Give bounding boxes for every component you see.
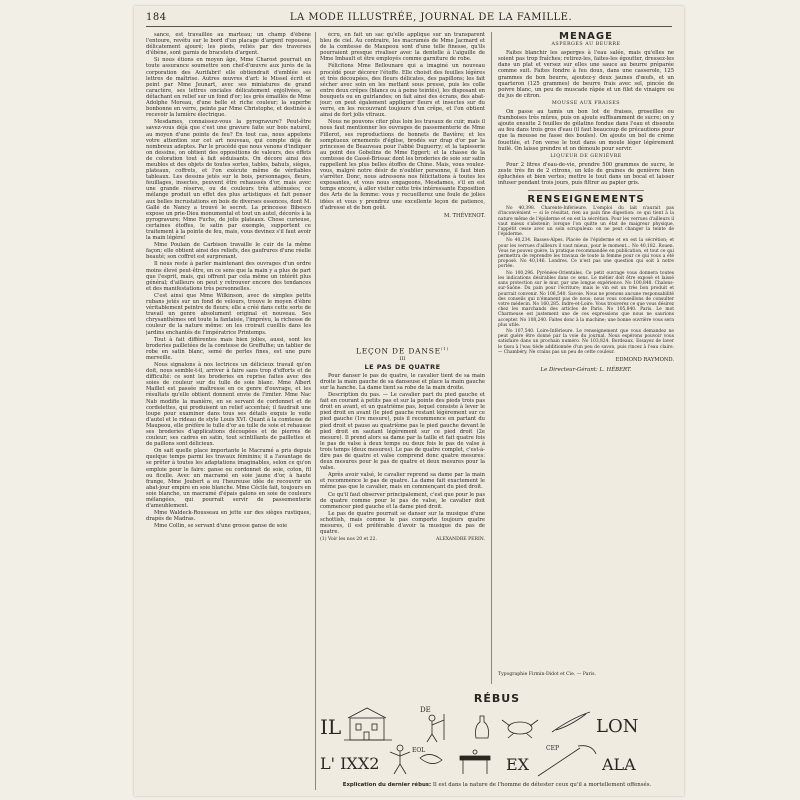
paragraph: No 100,296. Pyrénées-Orientales. Ce petit ouvrage vous donnera toutes les indications désirables dans ce sens. Le métier doit être exposé et laissé sans protection sur le mur, par une longue expérience. No 100,848. Chalons-sur-Saône. Du pain pour l'écriture; mais le vin est un très bon produit et pourrait convenir. No 106,540. Savoie. Nous ne prenons aucune responsabilité des conseils qui n'émanent pas de nous; nous vous conseillons de consulter votre médecin. No 160,285. Indre-et-Loire. Vous trouverez ce que vous désirez chez les marchands des articles de Paris. No 105,840. Paris. Le mot Charmeuse est justement une de ces expressions que nous ne saurions accepter. No 108,240. Faites donc à la machine; une bonne ouvrière vous sera plus utile. (498, 270, 674, 328)
paragraph: écru, en fait un sac qu'elle applique sur un transparent bleu de ciel. Au contraire, les macramés de Mme Jacmard et de la comtesse de Maupeou sont d'une telle finesse, qu'ils pourraient presque rivaliser avec la dentelle à l'aiguille de Mme Imbault et être employés comme garniture de robe. (320, 32, 485, 63)
paragraph: Il nous reste à parler maintenant des ouvrages d'un ordre moins élevé peut-être, en ce sens que la main y a plus de part que l'esprit, mais, qui offrent par cela même un intérêt plus général; d'ailleurs on peut y retrouver encore des tendances et des manifestations très personnelles. (146, 261, 311, 292)
paragraph: On sait quelle place importante le Macramé a pris depuis quelque temps parmi les travaux féminins; il a l'avantage de se prêter à toutes les adaptations imaginables, selon ce qu'on emploie pour le faire: ganse ou cordonnet de soie, coton, fil ou ficelle. Avec un macramé en soie jaune d'or, à haute frange, Mme Joubert a eu l'heureuse idée de recouvrir un abat-jour empire en soie blanche. Mme Cécile fait, toujours en soie blanche, un macramé d'épais galons en soie de couleurs mélangées, qui pourrait servir de passementerie d'ameublement. (146, 448, 311, 510)
paragraph: Pour 2 litres d'eau-de-vie, prendre 500 grammes de sucre, le zeste très fin de 2 citrons, un kilo de graines de genièvre bien épluchées et bien vertes; mettre le tout dans un bocal et laisser infuser pendant trois jours, puis filtrer au papier gris. (498, 161, 674, 187)
article-signature: M. THÉVENOT. (443, 212, 485, 219)
paragraph: Ce qu'il faut observer principalement, c'est que pour le pas de quatre comme pour le pas de valse, le cavalier doit commencer pied gauche et la dame pied droit. (320, 491, 485, 510)
column-divider (491, 32, 492, 684)
rebus-letters-ixx2: L' IXX2 (320, 754, 380, 773)
rebus-letters-eol: EOL (412, 747, 426, 754)
dance-lesson-article (320, 346, 485, 686)
column-left (146, 32, 311, 790)
rebus-letters-ex: EX (506, 755, 530, 774)
dance-lesson-footer (320, 537, 485, 543)
paragraph: No 40,398. Charente-Inférieure. L'emploi du lait n'aurait pas d'inconvénient — si le résultat, rien au pain fine digestion: ce qui tient à la nature même de l'épiderme et en est la sécrétion. Pour les verrues d'ailleurs il vaut mieux s'abstenir; lorsque l'on quitte un état de maigreur physique, l'appétit cesse avec un soin scrupuleux: on ne peut changer la teinte de l'épiderme. (498, 206, 674, 238)
journal-page (134, 6, 684, 796)
rebus-letters-il: IL (320, 715, 342, 739)
rebus-answer (320, 782, 674, 789)
paragraph: Faites blanchir les asperges à l'eau salée, mais qu'elles ne soient pas trop fraîches; retirez-les, faites-les égoutter, dressez-les dans un plat et versez sur elles une sauce au beurre préparée comme suit. Faites fondre à feu doux, dans une casserole, 125 grammes de bon beurre, ajoutez-y deux jaunes d'œufs, et un quarteron (125 grammes) de beurre frais avec sel, pincée de poivre blanc, un peu de muscade râpée et un filet de vinaigre ou du jus de citron. (498, 50, 674, 99)
paragraph: Nous ne pouvons citer plus loin les travaux de cuir, mais il nous faut mentionner les ouvrages de passementerie de Mme Fillerot, ses reproductions de bonnets de Bavière; et les somptueux ornements d'église, brodés sur drap d'or par la princesse de Beauveau pour l'abbé Duguerry; et la tapisserie au point des Gobelins de Mme Eggert; et la chasse de la comtesse de Cassé-Brissac dont les broderies de soie sur satin rappellent les plus belles étoffes de Chine. Mais, vous voulez-vous, malgré notre désir de n'oublier personne, il faut bien s'arrêter. Donc, nous adressons nos félicitations à toutes les exposantes, et vous nous engageons, Mesdames, s'il en est temps encore, à aller visiter cette très intéressante Exposition des Arts de la femme: vous y recueillerez une foule de jolies idées et vous y prendrez une excellente leçon de patience, d'adresse et de bon goût. (320, 119, 485, 211)
rebus-letters-ala: ALA (602, 755, 636, 774)
house-drawing (344, 708, 392, 740)
paragraph: Après avoir valsé, le cavalier reprend sa dame par la main et recommence le pas de quatre. La dame fait exactement le même pas que le cavalier, mais en commençant du pied droit. (320, 472, 485, 491)
insect-drawing (502, 720, 538, 738)
director-line: Le Directeur-Gérant: L. HÉBERT. (540, 367, 632, 374)
paragraph: Si nous étions en moyen âge, Mme Charost pourrait en toute assurance soumettre son chef-d'œuvre aux jurés de la corporation des Aurifabri! elle obtiendrait d'emblée ses lettres de maîtrise. Autres œuvres d'art: le Missel écrit et peint par Mme Jeunart, avec ses miniatures de grand caractère, ses lettres onciales délicatement enjolivées, se détachant en relief sur un fond d'or; les grès émaillés de Mme Adolphe Moreau, d'une belle et riche couleur; la superbe bonbonne en verre, peinte par Mme Christophe, et destinée à recevoir la lumière électrique. (146, 57, 311, 119)
footnote-mark: (1) (440, 346, 450, 351)
recipe-title: MOUSSE AUX FRAISES (551, 100, 621, 106)
rebus-answer-label: Explication du dernier rébus: (342, 782, 432, 788)
paragraph: Mesdames, connaissez-vous la pyrogravure? Peut-être savez-vous déjà que c'est une gravure faite sur bois naturel, au moyen d'une pointe de feu? En tout cas, nous appelons votre attention sur cet art nouveau, qui compte déjà de nombreux adeptes. Par le procédé que nous venons d'indiquer on dessine, on obtient des oppositions de valeurs, des effets de coloration tout à fait séduisants. On décore ainsi des meubles et des objets de toutes sortes, tables, bahuts, sièges, plateaux, coffrets, et l'on exécute même de véritables tableaux. Les dessins jetés sur le bois, personnages, fleurs, feuillages, insectes, peuvent être rehaussés d'or, mais avec une grande réserve, ou de couleurs très atténuées; ce mélange produit un effet des plus artistiques et fait penser aux belles incrustations en bois de diverses essences, dont M. Gallé de Nancy a trouvé le secret. La princesse Bibesco expose un prie-Dieu monumental et tout un autel, décorés à la pyrogravure; Mme Fuchs, de jolis plateaux. Chose curieuse, certaines étoffes, le satin par exemple, supportent ce traitement à la pointe de feu, mais, vous devinez s'il faut avoir la main légère! (146, 119, 311, 242)
paragraph: No 107,540. Loire-Inférieure. Le renseignement que vous demandez ne peut guère être donné par la voie du journal. Nous espérons pouvoir vous satisfaire dans un prochain numéro. No 103,824. Bordeaux. Essayez de laver le tissu à l'eau tiède additionnée d'un peu de savon, puis rincez à l'eau claire. — Chambéry. Ne crains pas un peu de cette couleur. (498, 328, 674, 355)
journal-title: LA MODE ILLUSTRÉE, JOURNAL DE LA FAMILLE. (289, 12, 573, 23)
paragraph: Pour danser le pas de quatre, le cavalier tient de sa main droite la main gauche de sa danseuse et place la main gauche sur la hanche. La dame tient sa robe de la main droite. (320, 372, 485, 391)
page-number: 184 (146, 12, 167, 23)
author: ALEXANDRE PERIN. (435, 537, 485, 543)
paragraph: Mme Poulain de Carbison travaille le cuir de la même façon; elle obtient ainsi des reliefs, des gaufrures d'une réelle beauté; son coffret est surprenant. (146, 242, 311, 261)
paragraph: Nous signalons à nos lectrices un délicieux travail qu'on doit, nous semble-t-il, arriver à faire sans trop d'efforts et de difficulté: ce sont les broderies en reprise faites avec des soies de couleur sur du tulle de soie blanc. Mme Albert Maillet est passée maîtresse en ce genre d'ouvrage, et les résultats qu'elle obtient donnent envie de l'imiter. Mme Nac Nab modifie la manière, en se servant de cordonnet et de cordelettes, qui produisent un relief accentué; il faudrait une loupe pour examiner dans tous ses détails exquis le voile d'autel et le rideau de style Louis XVI. Quant à la comtesse de Maupeou, elle préfère le tulle d'or au tulle de soie et rehausse ses broderies d'applications découpées et de pierres de couleur; ses cadres en satin, tout scintillants de paillettes et de paillons sont délicieux. (146, 361, 311, 448)
footnote: (1) Voir les nos 20 et 22. (320, 537, 377, 543)
rebus-letters-de: DE (420, 706, 431, 714)
feather-drawing (552, 712, 590, 732)
table-drawing (460, 750, 490, 774)
paragraph: Félicitons Mme Bellounare qui a imaginé un nouveau procédé pour décorer l'étoffe. Elle choisit des feuilles légères et très découpées, des fleurs délicates, des papillons; les fait sécher avec soin en les mettant sous presse, puis les colle entre deux crêpes (blancs ou à peine teintés), les disposant en bouquets ou en guirlandes; on fait ainsi des écrans, des abat-jour; on peut également appliquer fleurs et insectes sur du verre, en les recouvrant toujours d'un crêpe, et l'on obtient ainsi de fort jolis vitraux. (320, 63, 485, 119)
man-with-sign-drawing (427, 714, 444, 742)
paragraph: Mme Waldeck-Rousseau en jette sur des sièges rustiques, drapés de Madras. (146, 510, 311, 523)
section-title-renseignements: RENSEIGNEMENTS (527, 194, 645, 206)
paragraph: Le pas de quatre pourrait se danser sur la musique d'une schottish, mais comme le pas comporte toujours quatre mesures, il est préférable d'avoir la musique du pas de quatre. (320, 510, 485, 536)
rebus-letters-lon: LON (596, 716, 639, 737)
dance-lesson-number: III (399, 355, 406, 362)
recipe-title: LIQUEUR DE GENIÈVRE (550, 153, 622, 159)
paragraph: On passe au tamis un bon lot de fraises, groseilles ou framboises très mûres, puis on ajoute suffisamment de sucre; on y ajoute ensuite 2 feuilles de gélatine fondue dans l'eau et dissoute au feu dans trois gros d'eau (il faut beaucoup de précautions pour que la mousse ne fasse des boules). On ajoute un bol de crème fouettée, et l'on verse le tout dans un moule léger légèrement huilé. On laisse prendre et on démoule pour servir. (498, 109, 674, 152)
rebus-answer-text: Il est dans la nature de l'homme de détester ceux qu'il a mortellement offensés. (432, 782, 652, 788)
section-rule (528, 190, 644, 191)
paragraph: C'est ainsi que Mme Wilkinson, avec de simples petits rubans jetés sur un fond de velours, trouve le moyen d'ébre véritablement peintre de fleurs; elle a créé dans cette sorte de travail un genre absolument original et nouveau. Ses chrysanthèmes ont toute la fantaisie, l'imprévu, la richesse de couleur de la nature même: on les croirait cueillis dans les jardins enchantés de l'impératrice Printemps. (146, 292, 311, 336)
header-rule (146, 26, 672, 27)
paragraph: sance, est travaillée au marteau; un champ d'ébène l'entoure, revêtu sur le bord d'un placage d'argent repoussé, délicatement ajouré; les pieds, reliés par des traverses d'ébène, sont garnis de bracelets d'argent. (146, 32, 311, 57)
renseignements-signature: EDMOND RAYMOND. (615, 356, 674, 363)
imprint-line: Typographie Firmin-Didot et Cie. — Paris. (498, 672, 596, 677)
rebus-letters-cep: CEP (546, 745, 560, 752)
column-right (498, 32, 674, 420)
paragraph: Tout à fait différentes mais bien jolies, aussi, sont les broderies pailletées de la comtesse de Greffulhe; un tablier de robe en satin blanc, semé de perles fines, est une pure merveille. (146, 336, 311, 361)
paragraph: No 40,234. Basses-Alpes. Placée de l'épiderme et en est la sécrétion; et pour les verrues d'ailleurs il vaut mieux, pour le moment... No 40,182. Rouen. Vous ne pouvez guère, la pratique recommandée en publication, et tout ce qui permettra de reprendre les travaux de toute la femme pour ce qui vous a été proposé. No 40,146. Londres. Ce n'est pas une question qui soit à notre portée. (498, 238, 674, 270)
page-header (146, 12, 672, 26)
dance-lesson-title: LEÇON DE DANSE$^{(1)}$ (355, 346, 450, 356)
dance-lesson-subtitle: LE PAS DE QUATRE (364, 362, 441, 371)
column-middle (320, 32, 485, 350)
paragraph: Mme Collin, se servant d'une grosse ganse de soie (154, 523, 288, 530)
recipe-title: ASPERGES AU BEURRE (551, 42, 621, 48)
paragraph: Description du pas. — Le cavalier part du pied gauche et fait en courant à petits pas et sur la pointe des pieds trois pas droit en avant, et un quatrième pas, lequel consiste à lever le pied droit en avant (le pied gauche restant légèrement sur ce pied gauche (1re mesure), puis il recommence en partant du pied droit et pause au quatrième pas le pied gauche devant le pied droit en sautant légèrement sur ce pied droit (2e mesure). Il prend alors sa dame par la taille et fait quatre fois le pas de valse à deux temps ou deux fois le pas de valse à trois temps (deux mesures). Le pas de quatre complet, c'est-à-dire pas de quatre et valse comprend donc quatre mesures: deux mesures pour le pas de quatre et deux mesures pour la valse. (320, 392, 485, 472)
section-title-menage: MÉNAGE (559, 32, 613, 42)
rebus-illustration (320, 704, 674, 782)
rebus-title: RÉBUS (473, 692, 521, 705)
column-divider (315, 32, 316, 790)
bottle-drawing (476, 716, 489, 738)
